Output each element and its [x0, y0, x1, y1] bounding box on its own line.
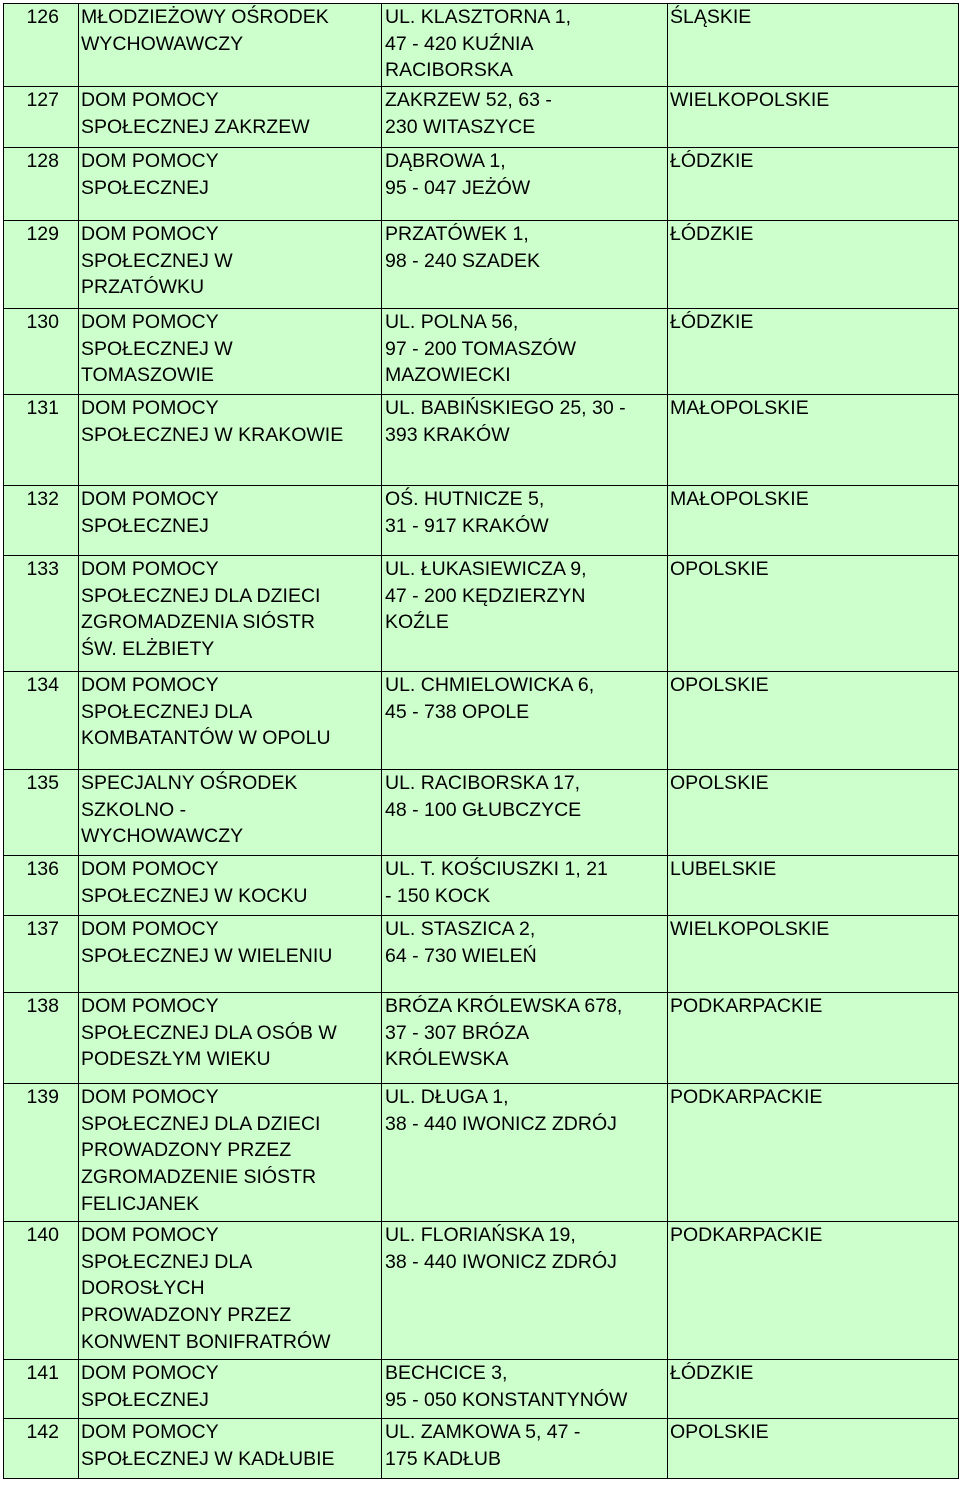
row-number: 137	[4, 916, 79, 993]
facility-region: ŁÓDZKIE	[668, 1360, 959, 1419]
row-number: 126	[4, 4, 79, 87]
facility-name: DOM POMOCY SPOŁECZNEJ W WIELENIU	[79, 916, 382, 993]
facility-region: MAŁOPOLSKIE	[668, 395, 959, 486]
table-row	[4, 993, 959, 1084]
table-row	[4, 148, 959, 221]
facility-address: UL. ZAMKOWA 5, 47 - 175 KADŁUB	[382, 1419, 668, 1479]
row-number: 134	[4, 672, 79, 770]
facilities-table	[3, 3, 959, 1479]
facility-name: DOM POMOCY SPOŁECZNEJ	[79, 486, 382, 556]
table-row	[4, 916, 959, 993]
table-row	[4, 87, 959, 148]
row-number: 135	[4, 770, 79, 856]
facility-address: BRÓZA KRÓLEWSKA 678, 37 - 307 BRÓZA KRÓLEWSKA	[382, 993, 668, 1084]
facility-region: MAŁOPOLSKIE	[668, 486, 959, 556]
row-number: 130	[4, 309, 79, 395]
row-number: 133	[4, 556, 79, 672]
facility-name: DOM POMOCY SPOŁECZNEJ W KADŁUBIE	[79, 1419, 382, 1479]
table-row	[4, 856, 959, 916]
row-number: 142	[4, 1419, 79, 1479]
facility-address: UL. FLORIAŃSKA 19, 38 - 440 IWONICZ ZDRÓJ	[382, 1222, 668, 1360]
facility-address: UL. STASZICA 2, 64 - 730 WIELEŃ	[382, 916, 668, 993]
table-row	[4, 1222, 959, 1360]
facility-region: ŚLĄSKIE	[668, 4, 959, 87]
facility-name: DOM POMOCY SPOŁECZNEJ ZAKRZEW	[79, 87, 382, 148]
facility-address: PRZATÓWEK 1, 98 - 240 SZADEK	[382, 221, 668, 309]
row-number: 129	[4, 221, 79, 309]
facility-region: ŁÓDZKIE	[668, 221, 959, 309]
row-number: 138	[4, 993, 79, 1084]
facility-region: LUBELSKIE	[668, 856, 959, 916]
facility-region: WIELKOPOLSKIE	[668, 87, 959, 148]
facility-name: DOM POMOCY SPOŁECZNEJ	[79, 148, 382, 221]
document-page	[3, 3, 958, 1485]
row-number: 127	[4, 87, 79, 148]
row-number: 128	[4, 148, 79, 221]
facility-name: DOM POMOCY SPOŁECZNEJ W PRZATÓWKU	[79, 221, 382, 309]
facility-address: UL. CHMIELOWICKA 6, 45 - 738 OPOLE	[382, 672, 668, 770]
facility-region: OPOLSKIE	[668, 1419, 959, 1479]
row-number: 131	[4, 395, 79, 486]
facility-address: ZAKRZEW 52, 63 - 230 WITASZYCE	[382, 87, 668, 148]
row-number: 139	[4, 1084, 79, 1222]
table-row	[4, 672, 959, 770]
facility-region: ŁÓDZKIE	[668, 148, 959, 221]
facility-name: DOM POMOCY SPOŁECZNEJ	[79, 1360, 382, 1419]
facility-region: WIELKOPOLSKIE	[668, 916, 959, 993]
table-row	[4, 1360, 959, 1419]
facility-name: DOM POMOCY SPOŁECZNEJ DLA OSÓB W PODESZŁYM WIEKU	[79, 993, 382, 1084]
facility-region: OPOLSKIE	[668, 556, 959, 672]
facility-name: DOM POMOCY SPOŁECZNEJ DLA KOMBATANTÓW W OPOLU	[79, 672, 382, 770]
row-number: 136	[4, 856, 79, 916]
facility-name: DOM POMOCY SPOŁECZNEJ W TOMASZOWIE	[79, 309, 382, 395]
facility-name: DOM POMOCY SPOŁECZNEJ DLA DZIECI ZGROMADZENIA SIÓSTR ŚW. ELŻBIETY	[79, 556, 382, 672]
facility-name: DOM POMOCY SPOŁECZNEJ W KRAKOWIE	[79, 395, 382, 486]
table-row	[4, 395, 959, 486]
facility-name: DOM POMOCY SPOŁECZNEJ DLA DZIECI PROWADZONY PRZEZ ZGROMADZENIE SIÓSTR FELICJANEK	[79, 1084, 382, 1222]
facility-address: DĄBROWA 1, 95 - 047 JEŻÓW	[382, 148, 668, 221]
row-number: 140	[4, 1222, 79, 1360]
table-row	[4, 556, 959, 672]
table-row	[4, 486, 959, 556]
table-row	[4, 4, 959, 87]
table-row	[4, 309, 959, 395]
facility-region: OPOLSKIE	[668, 672, 959, 770]
table-row	[4, 1419, 959, 1479]
facility-name: DOM POMOCY SPOŁECZNEJ DLA DOROSŁYCH PROWADZONY PRZEZ KONWENT BONIFRATRÓW	[79, 1222, 382, 1360]
facility-region: PODKARPACKIE	[668, 1084, 959, 1222]
facility-address: BECHCICE 3, 95 - 050 KONSTANTYNÓW	[382, 1360, 668, 1419]
facility-address: UL. DŁUGA 1, 38 - 440 IWONICZ ZDRÓJ	[382, 1084, 668, 1222]
facility-address: UL. KLASZTORNA 1, 47 - 420 KUŹNIA RACIBORSKA	[382, 4, 668, 87]
facility-address: UL. RACIBORSKA 17, 48 - 100 GŁUBCZYCE	[382, 770, 668, 856]
facility-name: DOM POMOCY SPOŁECZNEJ W KOCKU	[79, 856, 382, 916]
facility-name: MŁODZIEŻOWY OŚRODEK WYCHOWAWCZY	[79, 4, 382, 87]
table-row	[4, 1084, 959, 1222]
facility-address: UL. T. KOŚCIUSZKI 1, 21 - 150 KOCK	[382, 856, 668, 916]
table-row	[4, 770, 959, 856]
facility-address: OŚ. HUTNICZE 5, 31 - 917 KRAKÓW	[382, 486, 668, 556]
facility-region: PODKARPACKIE	[668, 993, 959, 1084]
row-number: 141	[4, 1360, 79, 1419]
facility-name: SPECJALNY OŚRODEK SZKOLNO - WYCHOWAWCZY	[79, 770, 382, 856]
facility-region: PODKARPACKIE	[668, 1222, 959, 1360]
facility-address: UL. BABIŃSKIEGO 25, 30 - 393 KRAKÓW	[382, 395, 668, 486]
facility-region: ŁÓDZKIE	[668, 309, 959, 395]
facility-address: UL. POLNA 56, 97 - 200 TOMASZÓW MAZOWIECKI	[382, 309, 668, 395]
facility-region: OPOLSKIE	[668, 770, 959, 856]
facility-address: UL. ŁUKASIEWICZA 9, 47 - 200 KĘDZIERZYN KOŹLE	[382, 556, 668, 672]
table-row	[4, 221, 959, 309]
row-number: 132	[4, 486, 79, 556]
